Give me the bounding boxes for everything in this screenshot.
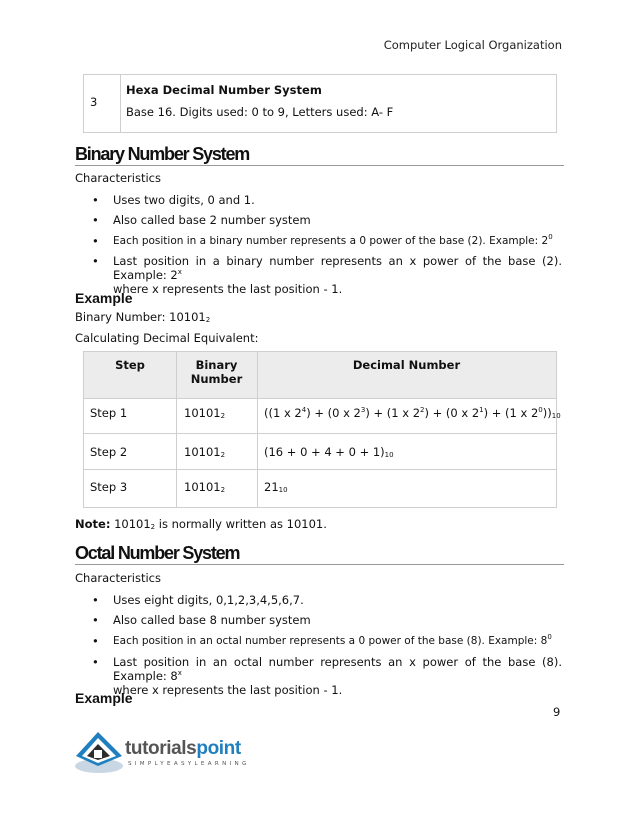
table-cell-step: Step 2: [90, 445, 128, 459]
bullet-dot: •: [92, 613, 99, 627]
table-cell-decimal: ((1 x $2^4) + (0$ x $2^3) + (1$ x $2^2) + (0$ x $2^1) + (1$ x $2^0))_{10}$: [264, 406, 561, 420]
bullet-text: Last position in a binary number represents an x power of the base (2). Example: 2$^x$ where x represents the last position - 1.: [113, 254, 562, 296]
page-number: 9: [553, 705, 561, 719]
binary-section-heading: Binary Number System: [75, 144, 564, 166]
bullet-text: Each position in a binary number represents a 0 power of the base (2). Example: $2^0$: [113, 233, 553, 247]
octal-example-heading: Example: [75, 690, 133, 706]
table-cell-binary: $10101_2$: [184, 480, 226, 494]
bullet-dot: •: [92, 254, 99, 268]
bullet-text: Uses eight digits, 0,1,2,3,4,5,6,7.: [113, 593, 304, 607]
logo-wordmark: tutorialspoint: [125, 738, 241, 759]
document-header: Computer Logical Organization: [383, 38, 562, 52]
binary-example-heading: Example: [75, 290, 133, 306]
bullet-text: Uses two digits, 0 and 1.: [113, 193, 255, 207]
binary-conversion-table: [83, 351, 561, 508]
table-cell-decimal: $(16 + 0 + 4 + 0 + 1)_{10}$: [264, 445, 394, 459]
table-cell-step: Step 1: [90, 406, 128, 420]
header-binary: Binary Number: [190, 358, 243, 386]
binary-characteristics-label: Characteristics: [75, 171, 161, 185]
bullet-dot: •: [92, 213, 99, 227]
table-cell-decimal: $21_{10}$: [264, 480, 288, 494]
table-cell-binary: $10101_2$: [184, 445, 226, 459]
tutorialspoint-logo: [72, 726, 272, 786]
number-system-table-row: [83, 74, 557, 133]
row-title: Hexa Decimal Number System: [126, 83, 322, 97]
row-number: 3: [90, 95, 98, 109]
column-divider: [257, 352, 258, 507]
bullet-text: Each position in an octal number represents a 0 power of the base (8). Example: $8^0$: [113, 633, 552, 647]
header-step: Step: [115, 358, 145, 372]
bullet-dot: •: [92, 655, 99, 669]
row-divider: [84, 433, 556, 434]
row-divider: [84, 469, 556, 470]
column-divider: [120, 75, 121, 132]
table-cell-step: Step 3: [90, 480, 128, 494]
note-line: Note: $10101_2$ is normally written as 10101.: [75, 517, 327, 531]
bullet-text: Also called base 8 number system: [113, 613, 311, 627]
binary-number-line: Binary Number: $10101_2$: [75, 310, 211, 324]
row-description: Base 16. Digits used: 0 to 9, Letters used: A- F: [126, 105, 394, 119]
header-decimal: Decimal Number: [352, 358, 461, 372]
logo-icon: [72, 726, 128, 784]
bullet-dot: •: [92, 193, 99, 207]
logo-tagline: SIMPLYEASYLEARNING: [128, 761, 250, 767]
bullet-dot: •: [92, 593, 99, 607]
octal-characteristics-label: Characteristics: [75, 571, 161, 585]
bullet-dot: •: [92, 234, 99, 248]
bullet-text: Also called base 2 number system: [113, 213, 311, 227]
bullet-text: Last position in an octal number represents an x power of the base (8). Example: 8$^x$ where x represents the last position - 1.: [113, 655, 562, 697]
table-cell-binary: $10101_2$: [184, 406, 226, 420]
octal-section-heading: Octal Number System: [75, 543, 564, 565]
calc-label: Calculating Decimal Equivalent:: [75, 331, 259, 345]
bullet-dot: •: [92, 634, 99, 648]
